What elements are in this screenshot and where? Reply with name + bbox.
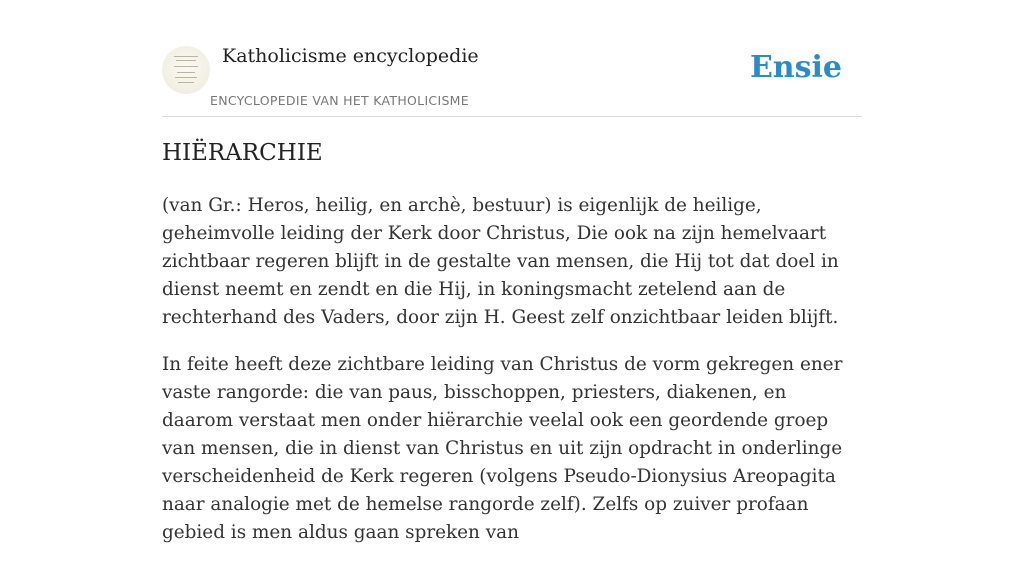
site-subtitle: ENCYCLOPEDIE VAN HET KATHOLICISME	[210, 93, 469, 108]
site-title[interactable]: Katholicisme encyclopedie	[222, 45, 479, 67]
encyclopedia-book-icon[interactable]	[162, 46, 210, 94]
article-paragraph: (van Gr.: Heros, heilig, en archè, bestuur) is eigenlijk de heilige, geheimvolle leiding der Kerk door Christus, Die ook na zijn hemelvaart zichtbaar regeren blijft in de gestalte van mensen, die Hij tot dat doel in dienst neemt en zendt en die Hij, in koningsmacht zetelend aan de rechterhand des Vaders, door zijn H. Geest zelf onzichtbaar leiden blijft.	[162, 195, 839, 328]
article-body	[162, 192, 862, 566]
article-title: HIËRARCHIE	[162, 140, 323, 166]
site-header	[162, 0, 862, 117]
ensie-logo-link[interactable]: Ensie	[749, 50, 842, 85]
article-paragraph: In feite heeft deze zichtbare leiding van Christus de vorm gekregen ener vaste rangorde: die van paus, bisschoppen, priesters, diakenen, en daarom verstaat men onder hiërarchie veelal ook een geordende groep van mensen, die in dienst van Christus en uit zijn opdracht in onderlinge verscheidenheid de Kerk regeren (volgens Pseudo-Dionysius Areopagita naar analogie met de hemelse rangorde zelf). Zelfs op zuiver profaan gebied is men aldus gaan spreken van	[162, 354, 843, 543]
page	[162, 0, 862, 543]
